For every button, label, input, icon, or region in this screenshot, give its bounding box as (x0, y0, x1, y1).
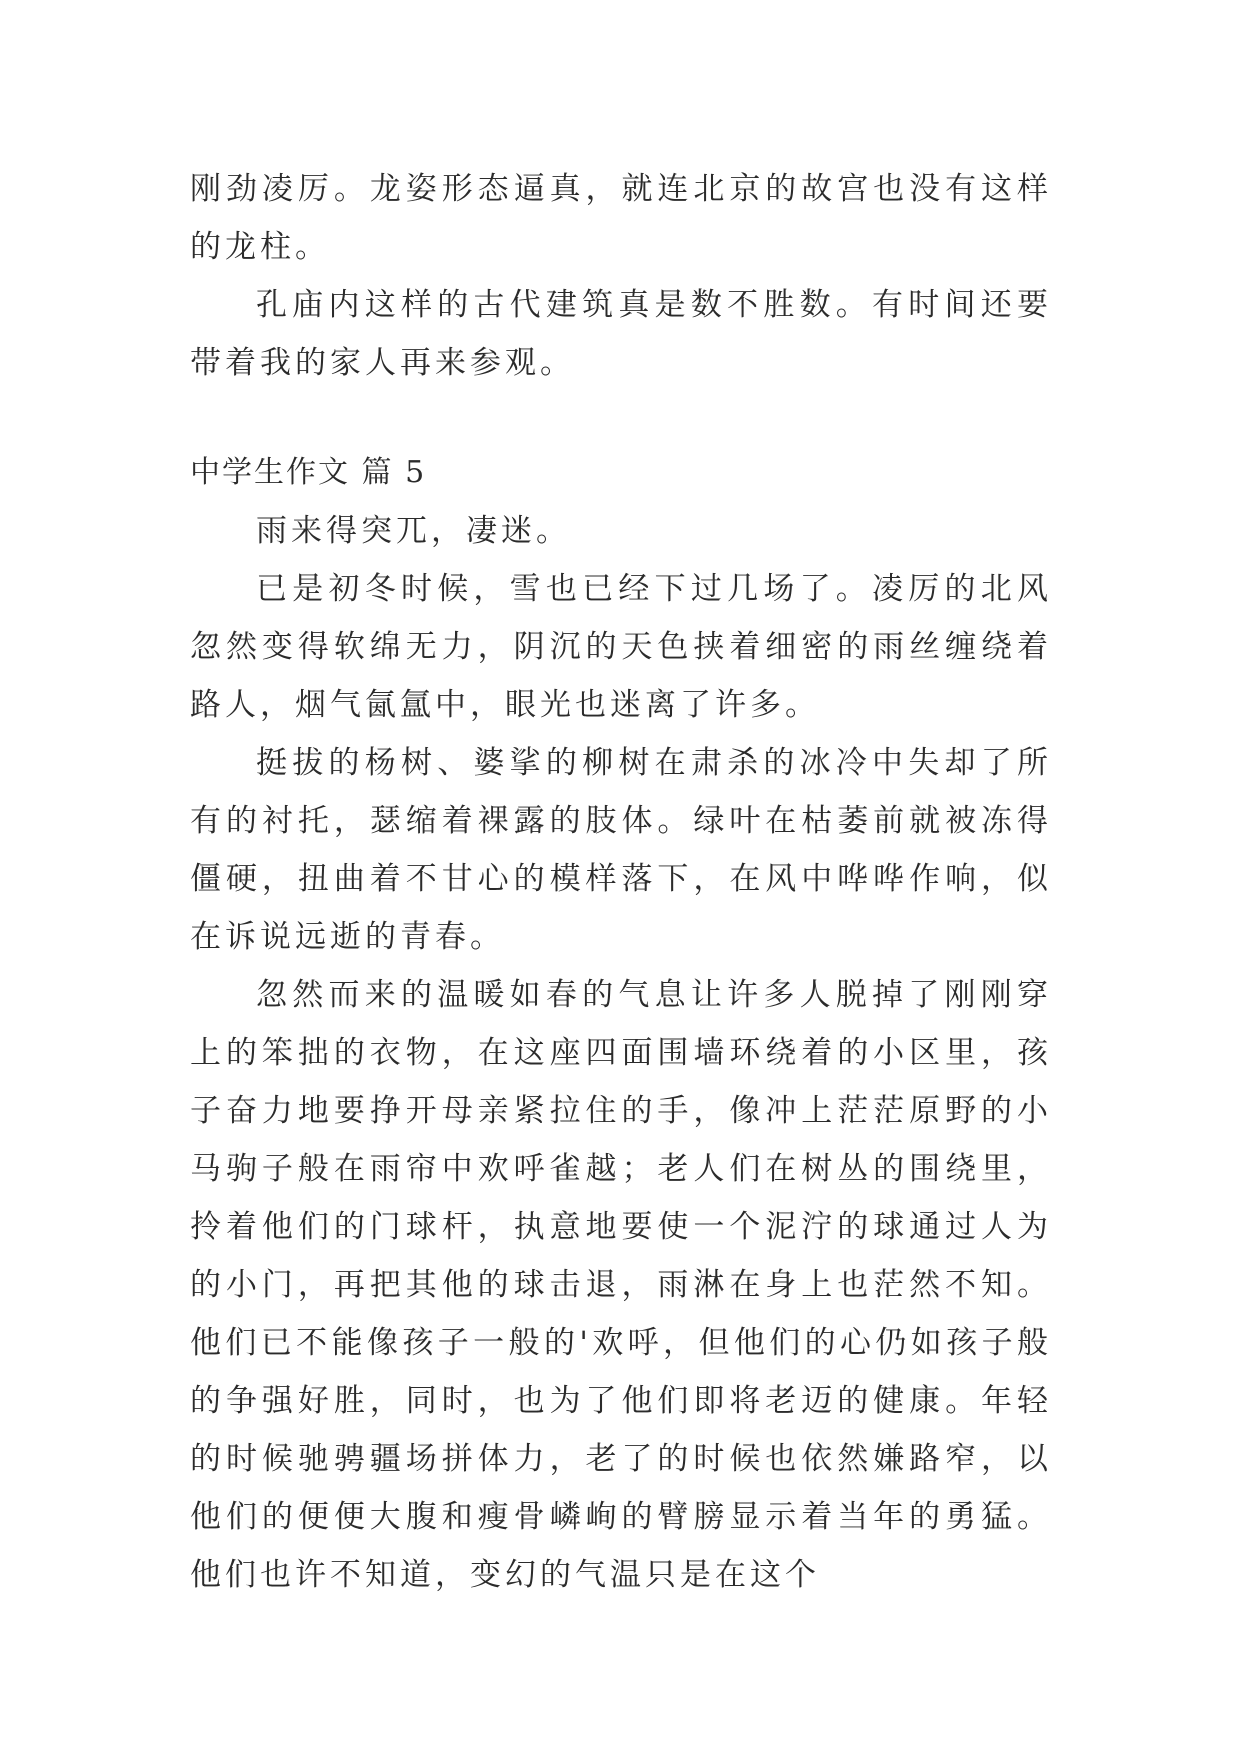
paragraph-rain-intro: 雨来得突兀，凄迷。 (256, 513, 571, 549)
paragraph-early-winter: 已是初冬时候，雪也已经下过几场了。凌厉的北风忽然变得软绵无力，阴沉的天色挟着细密的雨丝缠绕着路人，烟气氤氲中，眼光也迷离了许多。 (190, 571, 1052, 723)
paragraph-warmth: 忽然而来的温暖如春的气息让许多人脱掉了刚刚穿上的笨拙的衣物，在这座四面围墙环绕着的小区里，孩子奋力地要挣开母亲紧拉住的手，像冲上茫茫原野的小马驹子般在雨帘中欢呼雀越；老人们在树丛的围绕里，拎着他们的门球杆，执意地要使一个泥泞的球通过人为的小门，再把其他的球击退，雨淋在身上也茫然不知。他们已不能像孩子一般的'欢呼，但他们的心仍如孩子般的争强好胜，同时，也为了他们即将老迈的健康。年轻的时候驰骋疆场拼体力，老了的时候也依然嫌路窄，以他们的便便大腹和瘦骨嶙峋的臂膀显示着当年的勇猛。他们也许不知道，变幻的气温只是在这个 (190, 977, 1052, 1593)
document-body (190, 160, 1052, 1604)
paragraph-confucius-temple: 孔庙内这样的古代建筑真是数不胜数。有时间还要带着我的家人再来参观。 (190, 287, 1052, 381)
paragraph-trees: 挺拔的杨树、婆挲的柳树在肃杀的冰冷中失却了所有的衬托，瑟缩着裸露的肢体。绿叶在枯萎前就被冻得僵硬，扭曲着不甘心的模样落下，在风中哗哗作响，似在诉说远逝的青春。 (190, 745, 1052, 955)
paragraph-continued: 刚劲凌厉。龙姿形态逼真，就连北京的故宫也没有这样的龙柱。 (190, 171, 1052, 265)
section-heading: 中学生作文 篇 5 (190, 455, 427, 490)
